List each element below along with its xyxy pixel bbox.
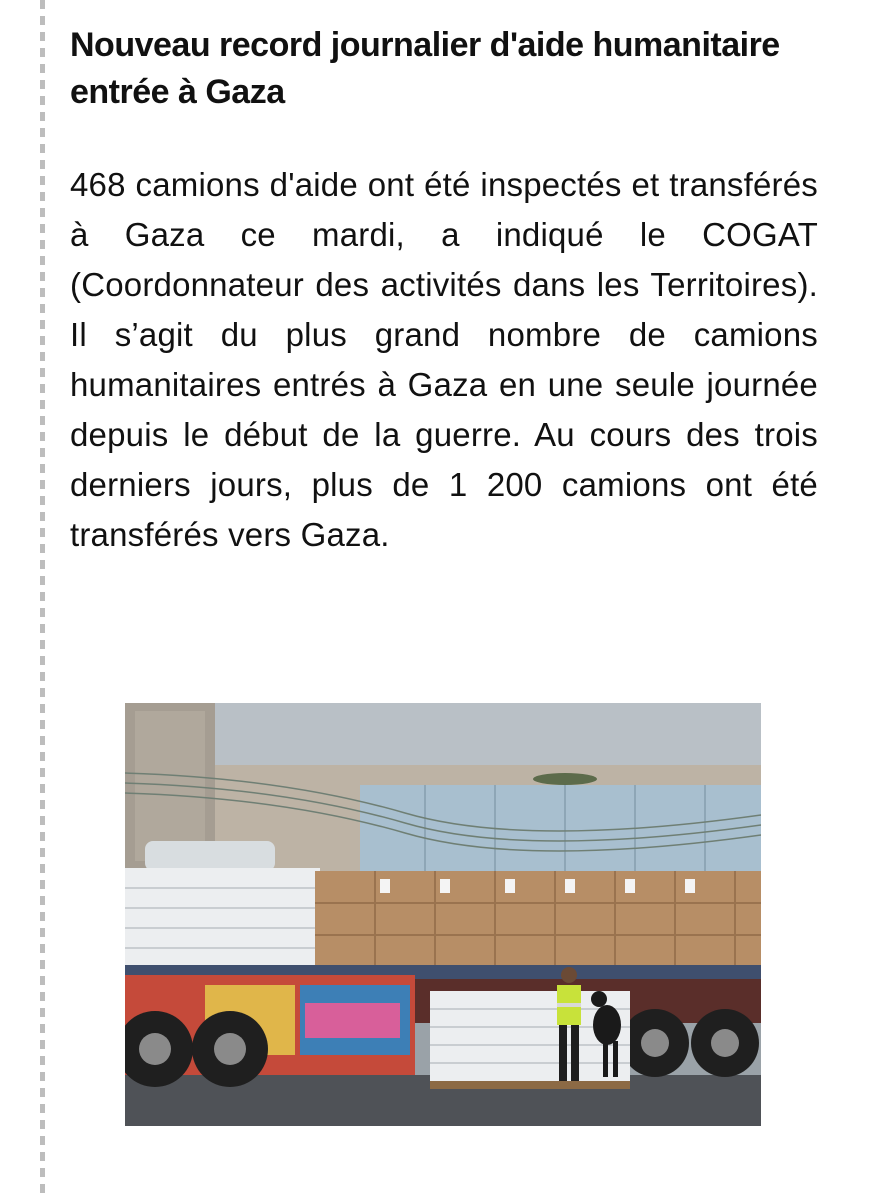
aid-trucks-photo	[125, 703, 761, 1126]
timeline-rail	[40, 0, 45, 1200]
article	[70, 22, 818, 560]
photo-white-sacks	[125, 868, 320, 968]
article-body: 468 camions d'aide ont été inspectés et transférés à Gaza ce mardi, a indiqué le COGAT (Coordonnateur des activités dans les Territoires). Il s’agit du plus grand nombre de camions humanitaires entrés à Gaza en une seule journée depuis le début de la guerre. Au cours des trois derniers jours, plus de 1 200 camions ont été transférés vers Gaza.	[70, 166, 818, 553]
article-headline: Nouveau record journalier d'aide humanitaire entrée à Gaza	[70, 26, 780, 111]
article-photo[interactable]	[125, 703, 761, 1126]
photo-truck-cab	[145, 841, 275, 871]
